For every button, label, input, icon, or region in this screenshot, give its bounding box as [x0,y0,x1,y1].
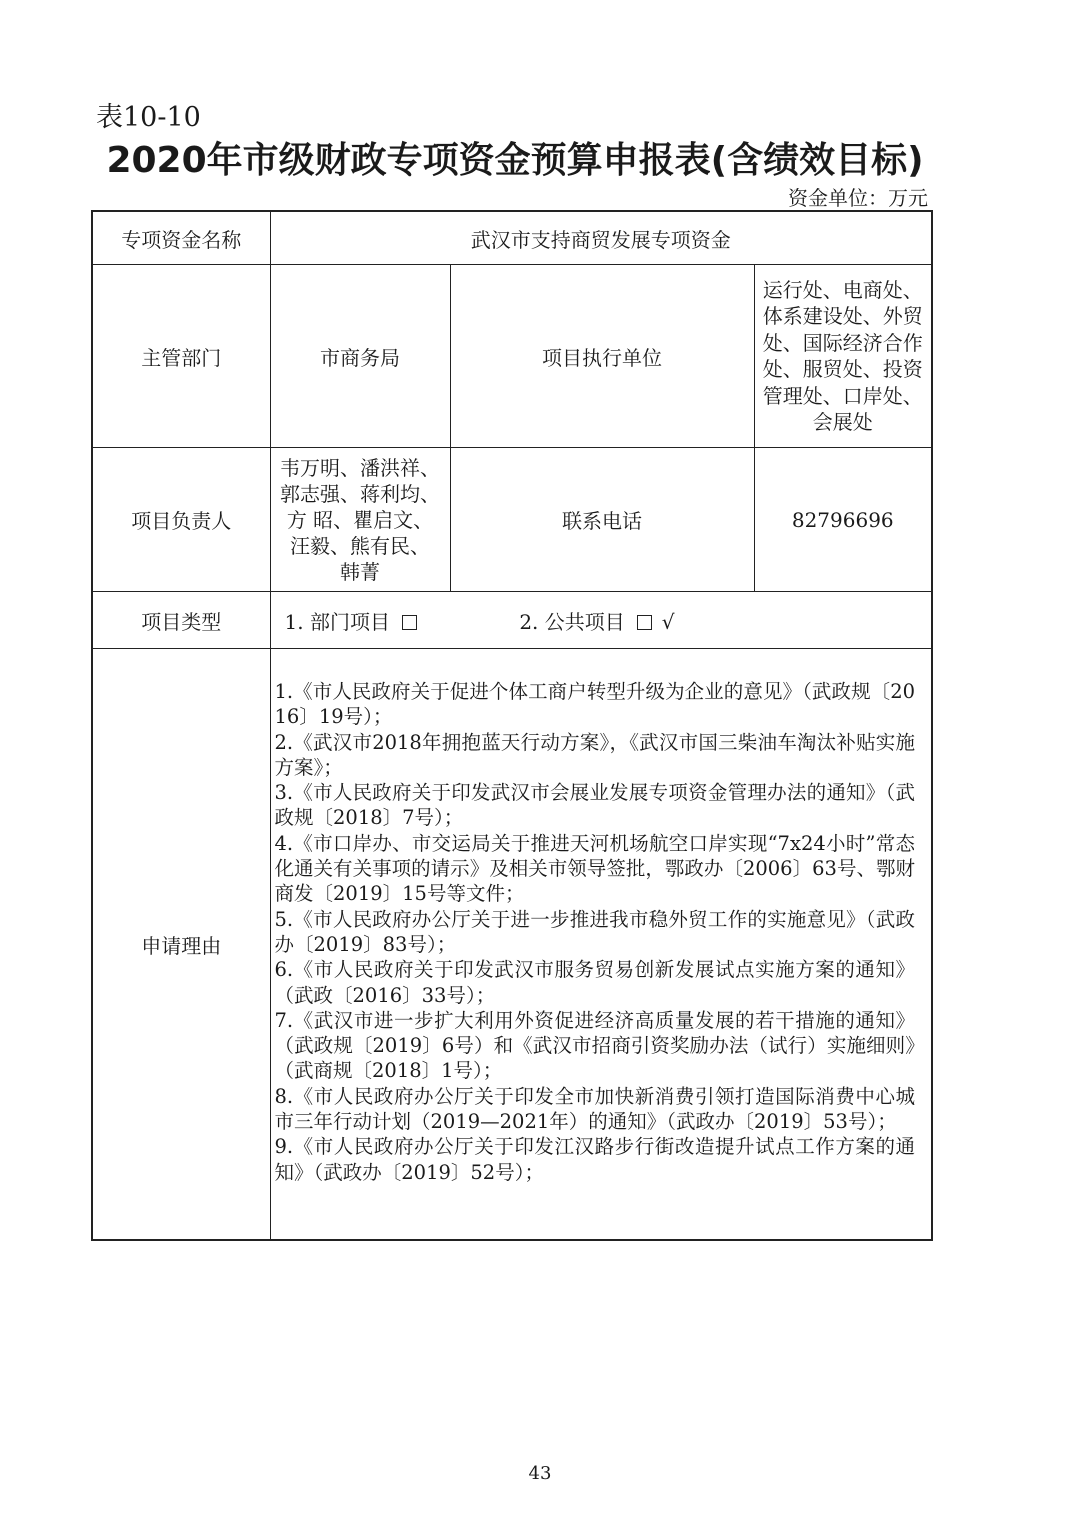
reason-item: 4.《市口岸办、市交运局关于推进天河机场航空口岸实现“7x24小时”常态化通关有关事项的请示》及相关市领导签批，鄂政办〔2006〕63号、鄂财商发〔2019〕15号等文件； [274,831,916,906]
project-leader-label: 项目负责人 [92,448,270,592]
budget-application-table [91,210,933,1241]
table-row [92,265,932,448]
reason-item: 5.《市人民政府办公厅关于进一步推进我市稳外贸工作的实施意见》（武政办〔2019〕83号）； [274,907,916,956]
page-number: 43 [528,1463,552,1484]
fund-name-label: 专项资金名称 [92,211,270,265]
reason-item: 9.《市人民政府办公厅关于印发江汉路步行街改造提升试点工作方案的通知》（武政办〔2019〕52号）； [274,1135,916,1184]
leader-line: 郭志强、蒋利均、 [280,481,440,506]
reason-item: 1.《市人民政府关于促进个体工商户转型升级为企业的意见》（武政规〔2016〕19号）； [274,680,916,729]
type-option-label: 1. 部门项目 [284,609,390,634]
page-title: 2020年市级财政专项资金预算申报表(含绩效目标) [106,140,924,181]
phone-label: 联系电话 [450,448,754,592]
type-option-public [519,606,674,635]
table-row [92,448,932,592]
reason-item: 6.《市人民政府关于印发武汉市服务贸易创新发展试点实施方案的通知》（武政〔2016〕33号）； [274,958,916,1007]
project-leader-value [270,448,450,592]
table-number-label: 表10-10 [96,102,201,133]
leader-line: 韩菁 [340,559,380,584]
reason-item: 7.《武汉市进一步扩大利用外资促进经济高质量发展的若干措施的通知》（武政规〔2019〕6号）和《武汉市招商引资奖励办法（试行）实施细则》（武商规〔2018〕1号）； [274,1008,916,1083]
table-row [92,649,932,1241]
checkbox-icon [402,615,417,630]
leader-line: 汪毅、熊有民、 [290,533,430,558]
department-value: 市商务局 [270,265,450,448]
table-row [92,211,932,265]
reason-item: 3.《市人民政府关于印发武汉市会展业发展专项资金管理办法的通知》（武政规〔2018〕7号）； [274,781,916,830]
check-mark-icon: √ [661,609,675,634]
leader-line: 韦万明、潘洪祥、 [280,455,440,480]
reason-item: 8.《市人民政府办公厅关于印发全市加快新消费引领打造国际消费中心城市三年行动计划（2019—2021年）的通知》（武政办〔2019〕53号）； [274,1084,916,1134]
project-type-options [270,592,932,649]
exec-unit-label: 项目执行单位 [450,265,754,448]
checkbox-icon [637,615,652,630]
department-label: 主管部门 [92,265,270,448]
application-reasons [270,649,932,1241]
type-option-label: 2. 公共项目 [519,609,625,634]
exec-unit-value: 运行处、电商处、体系建设处、外贸处、国际经济合作处、服贸处、投资管理处、口岸处、会展处 [754,265,932,448]
reason-item: 2.《武汉市2018年拥抱蓝天行动方案》，《武汉市国三柴油车淘汰补贴实施方案》； [274,730,916,779]
fund-unit-label: 资金单位：万元 [788,186,928,210]
table-row [92,592,932,649]
type-option-department [285,606,417,635]
phone-value: 82796696 [754,448,932,592]
leader-line: 方 昭、瞿启文、 [286,507,434,532]
application-reason-label: 申请理由 [92,649,270,1241]
project-type-label: 项目类型 [92,592,270,649]
fund-name-value: 武汉市支持商贸发展专项资金 [270,211,932,265]
